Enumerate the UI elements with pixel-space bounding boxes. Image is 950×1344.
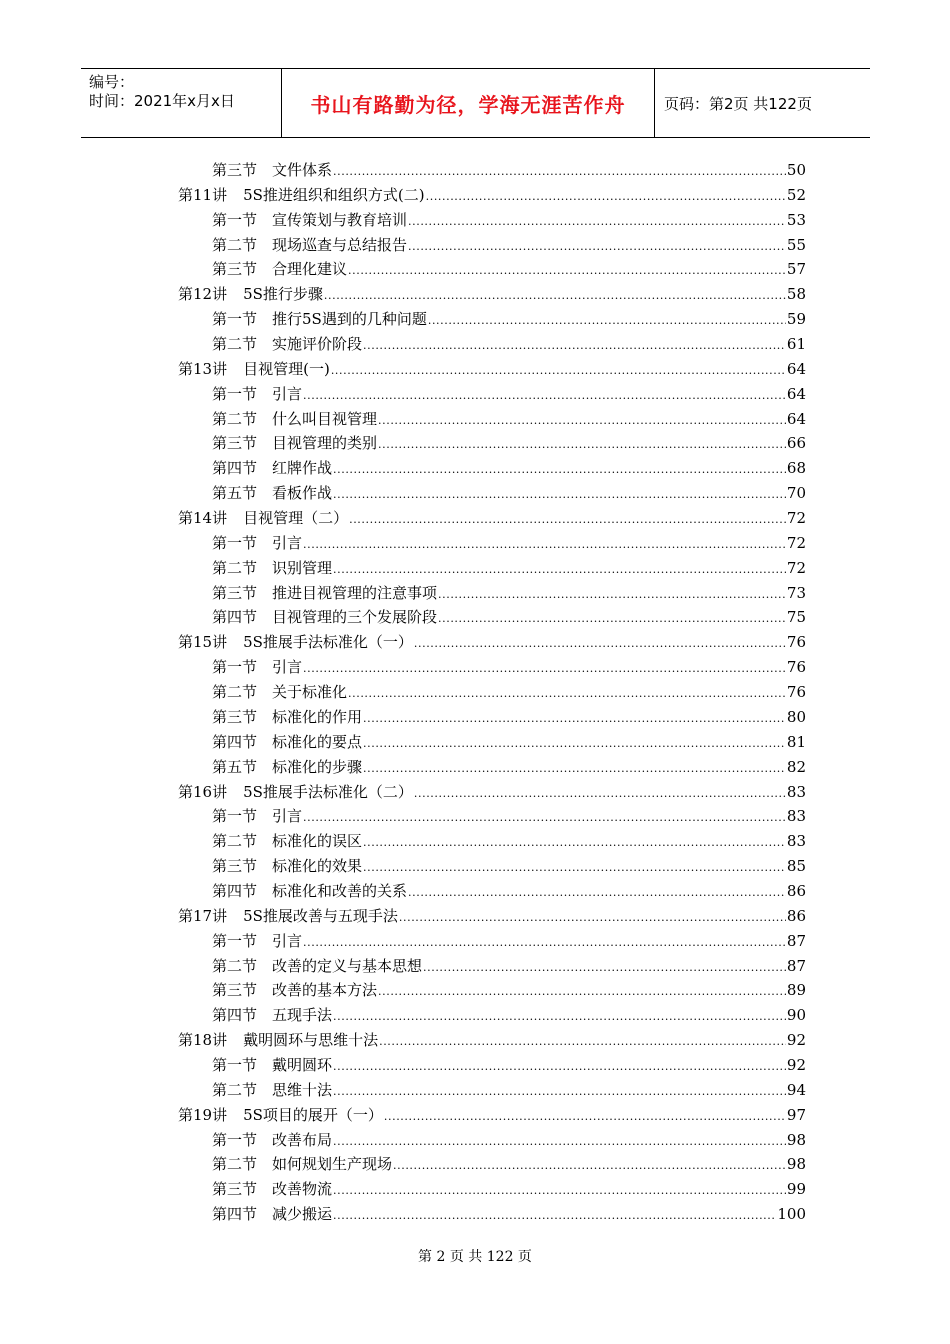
toc-entry-number: 第四节 bbox=[212, 608, 258, 627]
toc-leader-dots bbox=[348, 259, 786, 283]
toc-entry-title: 5S推进组织和组织方式(二) bbox=[243, 185, 425, 204]
toc-section-entry[interactable] bbox=[212, 1053, 806, 1077]
toc-section-entry[interactable] bbox=[212, 804, 806, 828]
toc-leader-dots bbox=[333, 483, 786, 507]
toc-entry-title: 如何规划生产现场 bbox=[272, 1155, 393, 1174]
toc-leader-dots bbox=[379, 1030, 786, 1054]
header-motto-cell bbox=[282, 69, 655, 137]
toc-entry-title: 改善物流 bbox=[272, 1180, 333, 1199]
toc-section-entry[interactable] bbox=[212, 978, 806, 1002]
toc-section-entry[interactable] bbox=[212, 431, 806, 455]
toc-leader-dots bbox=[303, 931, 786, 955]
toc-entry-number: 第二节 bbox=[212, 1155, 258, 1174]
toc-section-entry[interactable] bbox=[212, 1003, 806, 1027]
toc-section-entry[interactable] bbox=[212, 1128, 806, 1152]
toc-section-entry[interactable] bbox=[212, 233, 806, 257]
toc-entry-title: 标准化的步骤 bbox=[272, 757, 363, 776]
toc-entry-title: 宣传策划与教育培训 bbox=[272, 210, 408, 229]
toc-entry-page: 76 bbox=[786, 683, 806, 702]
toc-entry-title: 标准化的要点 bbox=[272, 732, 363, 751]
toc-entry-number: 第四节 bbox=[212, 881, 258, 900]
toc-entry-page: 55 bbox=[786, 235, 806, 254]
toc-entry-number: 第17讲 bbox=[178, 906, 228, 925]
toc-leader-dots bbox=[324, 284, 786, 308]
toc-section-entry[interactable] bbox=[212, 1202, 806, 1226]
toc-leader-dots bbox=[349, 508, 786, 532]
toc-leader-dots bbox=[428, 309, 786, 333]
toc-entry-page: 57 bbox=[786, 260, 806, 279]
toc-entry-page: 64 bbox=[786, 409, 806, 428]
toc-entry-page: 72 bbox=[786, 533, 806, 552]
toc-entry-number: 第一节 bbox=[212, 310, 258, 329]
toc-leader-dots bbox=[333, 558, 786, 582]
toc-section-entry[interactable] bbox=[212, 257, 806, 281]
toc-entry-number: 第四节 bbox=[212, 1006, 258, 1025]
toc-entry-title: 关于标准化 bbox=[272, 683, 348, 702]
toc-leader-dots bbox=[333, 1130, 786, 1154]
toc-leader-dots bbox=[303, 806, 786, 830]
toc-section-entry[interactable] bbox=[212, 556, 806, 580]
toc-section-entry[interactable] bbox=[212, 755, 806, 779]
toc-entry-title: 改善的定义与基本思想 bbox=[272, 956, 423, 975]
toc-entry-page: 64 bbox=[786, 359, 806, 378]
toc-entry-page: 97 bbox=[786, 1105, 806, 1124]
toc-entry-number: 第19讲 bbox=[178, 1105, 228, 1124]
toc-entry-page: 73 bbox=[786, 583, 806, 602]
toc-leader-dots bbox=[384, 1105, 786, 1129]
header-page-cell bbox=[655, 69, 870, 137]
toc-entry-number: 第二节 bbox=[212, 235, 258, 254]
toc-entry-page: 75 bbox=[786, 608, 806, 627]
toc-leader-dots bbox=[333, 1055, 786, 1079]
toc-leader-dots bbox=[333, 1080, 786, 1104]
toc-entry-page: 92 bbox=[786, 1031, 806, 1050]
toc-entry-title: 文件体系 bbox=[272, 161, 333, 179]
toc-section-entry[interactable] bbox=[212, 1078, 806, 1102]
toc-entry-title: 推行5S遇到的几种问题 bbox=[272, 310, 427, 329]
toc-entry-title: 思维十法 bbox=[272, 1080, 333, 1099]
toc-entry-page: 83 bbox=[786, 807, 806, 826]
document-number-label: 编号： bbox=[89, 73, 135, 91]
toc-entry-number: 第三节 bbox=[212, 857, 258, 876]
toc-entry-number: 第一节 bbox=[212, 658, 258, 677]
toc-entry-title: 引言 bbox=[272, 658, 303, 677]
toc-chapter-entry[interactable] bbox=[178, 630, 806, 654]
toc-entry-title: 引言 bbox=[272, 533, 303, 552]
toc-leader-dots bbox=[363, 732, 786, 756]
toc-leader-dots bbox=[414, 782, 786, 806]
toc-entry-title: 戴明圆环与思维十法 bbox=[243, 1031, 379, 1050]
toc-entry-number: 第二节 bbox=[212, 683, 258, 702]
toc-entry-page: 61 bbox=[786, 335, 806, 354]
toc-entry-title: 五现手法 bbox=[272, 1006, 333, 1025]
toc-entry-title: 目视管理的三个发展阶段 bbox=[272, 608, 438, 627]
toc-leader-dots bbox=[333, 160, 786, 184]
toc-entry-page: 76 bbox=[786, 658, 806, 677]
toc-chapter-entry[interactable] bbox=[178, 1103, 806, 1127]
toc-chapter-entry[interactable] bbox=[178, 1028, 806, 1052]
toc-entry-number: 第三节 bbox=[212, 1180, 258, 1199]
toc-entry-title: 什么叫目视管理 bbox=[272, 409, 378, 428]
toc-leader-dots bbox=[378, 980, 786, 1004]
toc-section-entry[interactable] bbox=[212, 481, 806, 505]
toc-entry-number: 第三节 bbox=[212, 707, 258, 726]
toc-entry-number: 第三节 bbox=[212, 434, 258, 453]
toc-entry-number: 第二节 bbox=[212, 832, 258, 851]
toc-entry-number: 第13讲 bbox=[178, 359, 228, 378]
toc-section-entry[interactable] bbox=[212, 407, 806, 431]
toc-entry-number: 第四节 bbox=[212, 1205, 258, 1224]
toc-section-entry[interactable] bbox=[212, 1152, 806, 1176]
toc-leader-dots bbox=[303, 533, 786, 557]
toc-entry-page: 52 bbox=[786, 185, 806, 204]
toc-section-entry[interactable] bbox=[212, 581, 806, 605]
toc-entry-page: 92 bbox=[786, 1055, 806, 1074]
toc-section-entry[interactable] bbox=[212, 829, 806, 853]
toc-entry-number: 第四节 bbox=[212, 459, 258, 478]
toc-entry-page: 59 bbox=[786, 310, 806, 329]
toc-chapter-entry[interactable] bbox=[178, 904, 806, 928]
toc-leader-dots bbox=[331, 359, 786, 383]
toc-section-entry[interactable] bbox=[212, 1177, 806, 1201]
toc-section-entry[interactable] bbox=[212, 655, 806, 679]
toc-entry-title: 合理化建议 bbox=[272, 260, 348, 279]
toc-leader-dots bbox=[408, 210, 786, 234]
toc-section-entry[interactable] bbox=[212, 680, 806, 704]
toc-entry-page: 70 bbox=[786, 484, 806, 503]
toc-section-entry[interactable] bbox=[212, 705, 806, 729]
toc-section-entry[interactable] bbox=[212, 531, 806, 555]
toc-leader-dots bbox=[378, 433, 786, 457]
toc-entry-title: 目视管理的类别 bbox=[272, 434, 378, 453]
toc-entry-title: 5S推行步骤 bbox=[243, 285, 323, 304]
header-page-info: 页码：第2页 共122页 bbox=[664, 95, 812, 113]
toc-entry-page: 76 bbox=[786, 633, 806, 652]
toc-entry-number: 第一节 bbox=[212, 931, 258, 950]
toc-entry-title: 戴明圆环 bbox=[272, 1055, 333, 1074]
toc-section-entry[interactable] bbox=[212, 208, 806, 232]
toc-section-entry[interactable] bbox=[212, 730, 806, 754]
toc-entry-number: 第三节 bbox=[212, 260, 258, 279]
toc-leader-dots bbox=[363, 334, 786, 358]
toc-entry-title: 推进目视管理的注意事项 bbox=[272, 583, 438, 602]
toc-entry-page: 90 bbox=[786, 1006, 806, 1025]
toc-entry-page: 80 bbox=[786, 707, 806, 726]
toc-entry-page: 87 bbox=[786, 931, 806, 950]
toc-entry-page: 94 bbox=[786, 1080, 806, 1099]
toc-entry-title: 5S推展改善与五现手法 bbox=[243, 906, 398, 925]
toc-entry-number: 第18讲 bbox=[178, 1031, 228, 1050]
toc-entry-title: 5S推展手法标准化（二） bbox=[243, 782, 413, 801]
toc-section-entry[interactable] bbox=[212, 605, 806, 629]
document-time-label: 时间：2021年x月x日 bbox=[89, 92, 235, 110]
toc-entry-number: 第一节 bbox=[212, 533, 258, 552]
toc-leader-dots bbox=[408, 881, 786, 905]
toc-entry-page: 85 bbox=[786, 857, 806, 876]
toc-entry-page: 100 bbox=[777, 1205, 806, 1224]
toc-entry-title: 红牌作战 bbox=[272, 459, 333, 478]
toc-chapter-entry[interactable] bbox=[178, 183, 806, 207]
toc-entry-number: 第二节 bbox=[212, 558, 258, 577]
toc-entry-number: 第二节 bbox=[212, 956, 258, 975]
toc-entry-page: 50 bbox=[786, 161, 806, 179]
toc-entry-page: 68 bbox=[786, 459, 806, 478]
toc-section-entry[interactable] bbox=[212, 382, 806, 406]
toc-entry-number: 第14讲 bbox=[178, 509, 228, 528]
toc-leader-dots bbox=[438, 607, 786, 631]
toc-entry-number: 第二节 bbox=[212, 1080, 258, 1099]
toc-section-entry[interactable] bbox=[212, 854, 806, 878]
toc-entry-page: 99 bbox=[786, 1180, 806, 1199]
toc-leader-dots bbox=[363, 856, 786, 880]
toc-leader-dots bbox=[438, 583, 786, 607]
toc-entry-page: 72 bbox=[786, 509, 806, 528]
toc-entry-page: 64 bbox=[786, 384, 806, 403]
toc-entry-page: 86 bbox=[786, 881, 806, 900]
toc-entry-number: 第11讲 bbox=[178, 185, 228, 204]
toc-entry-number: 第12讲 bbox=[178, 285, 228, 304]
toc-section-entry[interactable] bbox=[212, 954, 806, 978]
toc-leader-dots bbox=[378, 409, 786, 433]
toc-entry-title: 标准化的作用 bbox=[272, 707, 363, 726]
toc-entry-title: 现场巡查与总结报告 bbox=[272, 235, 408, 254]
toc-entry-number: 第一节 bbox=[212, 210, 258, 229]
toc-leader-dots bbox=[414, 632, 786, 656]
toc-leader-dots bbox=[303, 384, 786, 408]
toc-entry-title: 实施评价阶段 bbox=[272, 335, 363, 354]
header-motto: 书山有路勤为径，学海无涯苦作舟 bbox=[310, 93, 626, 117]
toc-entry-title: 减少搬运 bbox=[272, 1205, 333, 1224]
toc-entry-page: 72 bbox=[786, 558, 806, 577]
toc-section-entry[interactable] bbox=[212, 456, 806, 480]
toc-entry-number: 第一节 bbox=[212, 1130, 258, 1149]
toc-entry-title: 目视管理（二） bbox=[243, 509, 349, 528]
toc-leader-dots bbox=[423, 956, 786, 980]
toc-entry-page: 98 bbox=[786, 1155, 806, 1174]
toc-section-entry[interactable] bbox=[212, 929, 806, 953]
toc-entry-title: 改善的基本方法 bbox=[272, 981, 378, 1000]
toc-entry-number: 第四节 bbox=[212, 732, 258, 751]
toc-entry-page: 83 bbox=[786, 782, 806, 801]
toc-entry-page: 81 bbox=[786, 732, 806, 751]
toc-entry-page: 86 bbox=[786, 906, 806, 925]
toc-entry-number: 第三节 bbox=[212, 161, 258, 179]
toc-leader-dots bbox=[348, 682, 786, 706]
toc-entry-title: 引言 bbox=[272, 384, 303, 403]
toc-entry-number: 第15讲 bbox=[178, 633, 228, 652]
toc-entry-page: 83 bbox=[786, 832, 806, 851]
toc-entry-page: 66 bbox=[786, 434, 806, 453]
toc-entry-title: 引言 bbox=[272, 931, 303, 950]
toc-entry-title: 5S项目的展开（一） bbox=[243, 1105, 383, 1124]
toc-entry-page: 98 bbox=[786, 1130, 806, 1149]
toc-leader-dots bbox=[333, 1005, 786, 1029]
toc-leader-dots bbox=[399, 906, 786, 930]
toc-section-entry[interactable] bbox=[212, 332, 806, 356]
toc-entry-number: 第三节 bbox=[212, 981, 258, 1000]
header-meta-cell bbox=[81, 69, 282, 137]
toc-entry-number: 第五节 bbox=[212, 757, 258, 776]
toc-leader-dots bbox=[363, 707, 786, 731]
toc-entry-number: 第一节 bbox=[212, 807, 258, 826]
toc-section-entry[interactable] bbox=[212, 158, 806, 182]
toc-entry-number: 第二节 bbox=[212, 335, 258, 354]
toc-entry-page: 87 bbox=[786, 956, 806, 975]
toc-entry-title: 识别管理 bbox=[272, 558, 333, 577]
page-footer: 第 2 页 共 122 页 bbox=[418, 1249, 532, 1265]
toc-entry-title: 看板作战 bbox=[272, 484, 333, 503]
toc-entry-number: 第16讲 bbox=[178, 782, 228, 801]
toc-entry-number: 第二节 bbox=[212, 409, 258, 428]
toc-entry-page: 53 bbox=[786, 210, 806, 229]
toc-entry-title: 改善布局 bbox=[272, 1130, 333, 1149]
toc-section-entry[interactable] bbox=[212, 307, 806, 331]
toc-leader-dots bbox=[408, 235, 786, 259]
toc-entry-page: 89 bbox=[786, 981, 806, 1000]
toc-entry-number: 第一节 bbox=[212, 384, 258, 403]
toc-leader-dots bbox=[303, 657, 786, 681]
toc-chapter-entry[interactable] bbox=[178, 780, 806, 804]
toc-leader-dots bbox=[363, 831, 786, 855]
page-header bbox=[81, 68, 870, 138]
toc-entry-number: 第五节 bbox=[212, 484, 258, 503]
toc-chapter-entry[interactable] bbox=[178, 357, 806, 381]
toc-leader-dots bbox=[333, 1179, 786, 1203]
toc-entry-number: 第三节 bbox=[212, 583, 258, 602]
toc-entry-title: 引言 bbox=[272, 807, 303, 826]
toc-entry-title: 目视管理(一) bbox=[243, 359, 330, 378]
toc-leader-dots bbox=[363, 757, 786, 781]
toc-chapter-entry[interactable] bbox=[178, 282, 806, 306]
toc-leader-dots bbox=[333, 1204, 776, 1228]
toc-entry-title: 5S推展手法标准化（一） bbox=[243, 633, 413, 652]
toc-entry-title: 标准化的效果 bbox=[272, 857, 363, 876]
toc-section-entry[interactable] bbox=[212, 879, 806, 903]
toc-entry-title: 标准化和改善的关系 bbox=[272, 881, 408, 900]
toc-leader-dots bbox=[333, 458, 786, 482]
toc-entry-page: 82 bbox=[786, 757, 806, 776]
toc-entry-title: 标准化的误区 bbox=[272, 832, 363, 851]
toc-entry-number: 第一节 bbox=[212, 1055, 258, 1074]
toc-entry-page: 58 bbox=[786, 285, 806, 304]
toc-chapter-entry[interactable] bbox=[178, 506, 806, 530]
toc-leader-dots bbox=[426, 185, 786, 209]
toc-leader-dots bbox=[393, 1154, 786, 1178]
